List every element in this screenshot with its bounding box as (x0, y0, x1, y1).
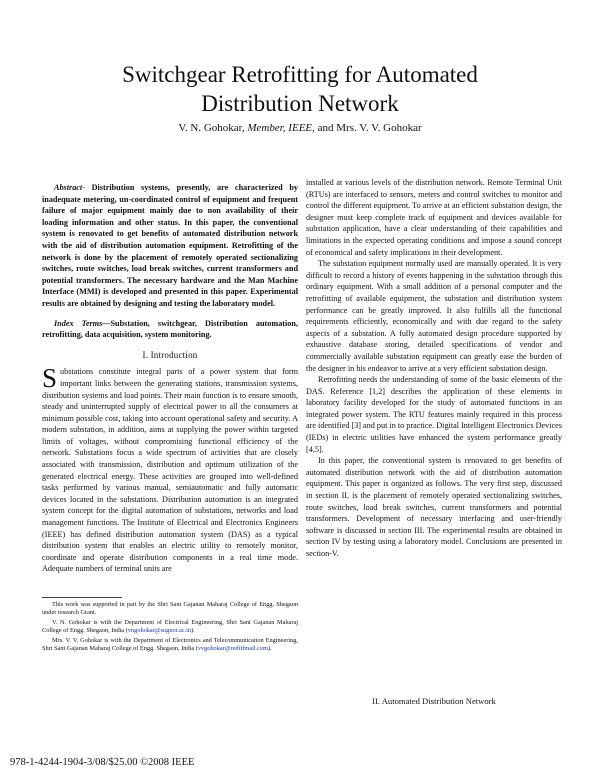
footnote-author-1-end: ). (191, 627, 195, 635)
footnote-author-2 (42, 637, 298, 654)
intro-paragraph (42, 363, 298, 575)
footnotes (42, 601, 298, 653)
authors-suffix: , and Mrs. V. V. Gohokar (312, 122, 422, 134)
title-line-1: Switchgear Retrofitting for Automated (122, 62, 478, 87)
index-terms (42, 318, 298, 341)
paper-title (60, 60, 540, 118)
abstract-label: Abstract- (54, 183, 85, 192)
footnote-author-1 (42, 619, 298, 636)
footnote-rule (42, 597, 122, 598)
index-terms-label: Index Terms (54, 318, 103, 328)
abstract (42, 182, 298, 310)
authors-prefix: V. N. Gohokar, (178, 122, 248, 134)
right-column (306, 177, 562, 560)
footnote-author-1-text: V. N. Gohokar is with the Department of Electrical Engineering, Shri Sant Gajanan Maharaj College of Engg. Shegaon, India ( (42, 618, 298, 635)
title-line-2: Distribution Network (201, 91, 399, 116)
email-link-1[interactable]: vngohokar@sugnor.ac.in (127, 627, 192, 635)
footnote-author-2-end: ). (268, 645, 272, 653)
abstract-text: Distribution systems, presently, are characterized by inadequate metering, un-coordinated control of equipment and frequent failure of major equipment mainly due to non availability of their loading information and other status. In this paper, the conventional system is renovated to get benefits of automated distribution network with the aid of distribution automation equipment. Retrofitting of the network is done by the placement of remotely operated sectionalizing switches, route switches, load break switches, current transformers and potential transformers. The necessary hardware and the Man Machine Interface (MMI) is developed and presented in this paper. Experimental results are obtained by designing and testing the laboratory model. (42, 183, 298, 308)
index-terms-text: —Substation, switchgear, Distribution automation, retrofitting, data acquisition, system monitoring. (42, 318, 298, 340)
footnote-author-2-text: Mrs. V. V. Gohokar is with the Department of Electronics and Telecommunication Engineering, Shri Sant Gajanan Maharaj College of Engg. Shegaon, India ( (42, 636, 298, 653)
copyright-line: 978-1-4244-1904-3/08/$25.00 ©2008 IEEE (10, 757, 195, 768)
authors-role: Member, IEEE (247, 122, 313, 134)
drop-cap: S (42, 363, 58, 394)
left-column (42, 182, 298, 654)
footnote-funding: This work was supported in part by the Shri Sant Gajanan Maharaj College of Engg. Shegaon under research Grant. (42, 601, 298, 617)
right-paragraph-4: In this paper, the conventional system is renovated to get benefits of automated distribution network with the aid of distribution automation equipment. This paper is organized as follows. The very first step, discussed in section II, is the placement of remotely operated sectionalizing switches, route switches, load break switches, current transformers and potential transformers. Development of necessary interfacing and user-friendly software is discussed in section III. The experimental results are obtained in section IV by testing using a laboratory model. Conclusions are presented in section-V. (306, 456, 562, 558)
email-link-2[interactable]: vvgohokar@rediffmail.com (197, 645, 269, 653)
author-line (60, 122, 540, 134)
right-paragraph-3: Retrofitting needs the understanding of some of the basic elements of the DAS. Reference [1,2] describes the application of these elements in laboratory facility developed for the study of automated functions in an integrated power system. The RTU features mainly required in this process are identified [3] and put in to practice. Digital Intelligent Electronics Devices (IEDs) in electric utilities have enhanced the system performance greatly [4,5]. (306, 375, 562, 454)
section-2-heading: II. Automated Distribution Network (372, 696, 496, 706)
right-paragraph-1: installed at various levels of the distribution network. Remote Terminal Unit (RTUs) are interfaced to sensors, meters and control switches to monitor and control the different equipment. To arrive at an efficient substation design, the designer must keep complete track of equipment and devices available for substation application, have a clear understanding of their capabilities and limitations in the expected operating conditions and impose a sound concept of economical and safety implications in their development. (306, 178, 562, 257)
right-paragraph-2: The substation equipment normally used are manually operated. It is very difficult to record a history of events happening in the substation through this ordinary equipment. With a small addition of a personal computer and the retrofitting of available equipment, the substation and distribution system performance can be greatly improved. It also fulfills all the functional requirements efficiently, economically and with due regard to the safety aspects of a substation. A fully automated design procedure supported by exhaustive database storing, detailed specifications of vendor and commercially available substation equipment can greatly ease the burden of the designer in his endeavor to arrive at a very efficient substation design. (306, 259, 562, 373)
section-1-heading: I. Introduction (142, 349, 198, 360)
intro-text: ubstations constitute integral parts of a power system that form important links between the generating stations, transmission systems, distribution systems and load points. Their main function is to ensure smooth, steady and uninterrupted supply of electrical power to all the consumers at minimum possible cost, taking into account operational safety and security. A modern substation, in addition, aims at supplying the power within targeted limits of voltages, without compromising functional efficiency of the network. Substations focus a wide spectrum of activities that are closely associated with transmission, distribution and optimum utilization of the generated electrical energy. These activities are grouped into well-defined tasks performed by various manual, semiautomatic and fully automatic devices located in the substations. Distribution automation is an integrated system concept for the digital automation of substations, networks and load management functions. The Institute of Electrical and Electronics Engineers (IEEE) has defined distribution automation system (DAS) as a typical distribution system that enables an electric utility to remotely monitor, coordinate and operate distribution components in a real time mode. Adequate numbers of terminal units are (42, 367, 298, 574)
